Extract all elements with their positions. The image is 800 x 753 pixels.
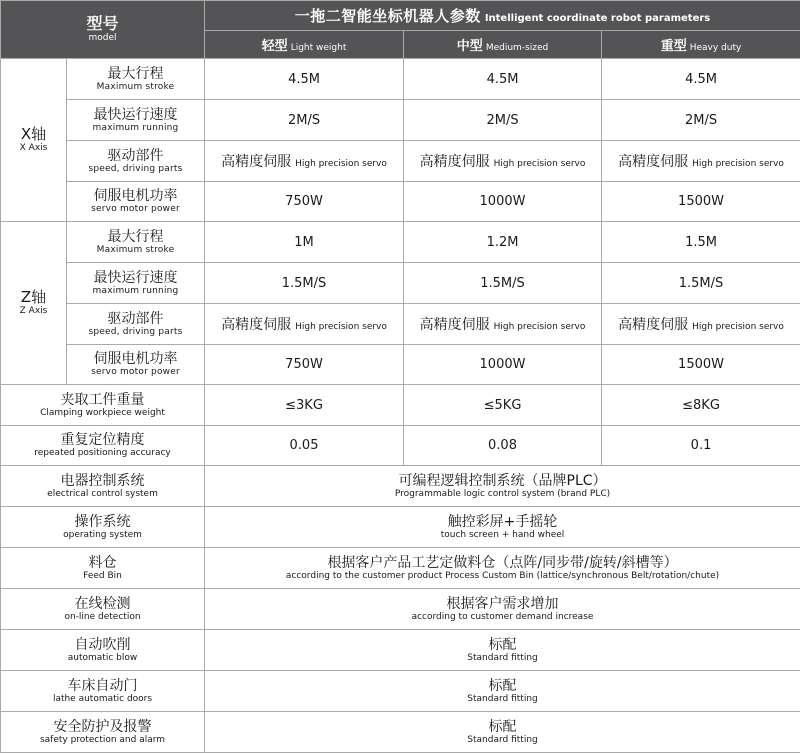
row-label: 车床自动门 lathe automatic doors — [1, 671, 205, 712]
table-title-en: Intelligent coordinate robot parameters — [485, 13, 710, 24]
row-label: 最快运行速度 maximum running — [67, 100, 205, 141]
cell-value: 1000W — [404, 182, 602, 222]
row-label: 操作系统 operating system — [1, 507, 205, 548]
cell-value: 2M/S — [602, 100, 800, 141]
row-label: 伺服电机功率 servo motor power — [67, 182, 205, 222]
model-header-en: model — [1, 33, 204, 44]
cell-value: 0.1 — [602, 426, 800, 466]
cell-value: 1500W — [602, 182, 800, 222]
table-row — [1, 548, 800, 589]
table-row — [1, 100, 800, 141]
cell-value: 2M/S — [404, 100, 602, 141]
cell-value: 4.5M — [205, 59, 404, 100]
cell-value: 750W — [205, 182, 404, 222]
cell-value: 4.5M — [602, 59, 800, 100]
table-row — [1, 385, 800, 426]
row-label: 驱动部件 speed, driving parts — [67, 141, 205, 182]
cell-value: 2M/S — [205, 100, 404, 141]
row-label: 最大行程 Maximum stroke — [67, 59, 205, 100]
row-label: 最快运行速度 maximum running — [67, 263, 205, 304]
table-row — [1, 141, 800, 182]
table-row — [1, 466, 800, 507]
table-row — [1, 630, 800, 671]
cell-value: 高精度伺服 High precision servo — [404, 141, 602, 182]
cell-value: 1.5M/S — [602, 263, 800, 304]
spanning-value: 触控彩屏+手摇轮 touch screen + hand wheel — [205, 507, 800, 548]
table-row — [1, 712, 800, 753]
table-row — [1, 304, 800, 345]
cell-value: 4.5M — [404, 59, 602, 100]
row-label: 自动吹削 automatic blow — [1, 630, 205, 671]
cell-value: 750W — [205, 345, 404, 385]
table-row — [1, 59, 800, 100]
row-label: 料仓 Feed Bin — [1, 548, 205, 589]
spanning-value: 根据客户产品工艺定做料仓（点阵/同步带/旋转/斜槽等） according to the customer product Process Custom Bin (lattice/synchronous Belt/rotation/chute) — [205, 548, 800, 589]
cell-value: 1.2M — [404, 222, 602, 263]
table-row — [1, 345, 800, 385]
cell-value: 高精度伺服 High precision servo — [205, 304, 404, 345]
variant-medium: 中型 Medium-sized — [404, 31, 602, 59]
cell-value: 1500W — [602, 345, 800, 385]
row-label: 伺服电机功率 servo motor power — [67, 345, 205, 385]
cell-value: 高精度伺服 High precision servo — [602, 141, 800, 182]
cell-value: 0.05 — [205, 426, 404, 466]
row-label: 电器控制系统 electrical control system — [1, 466, 205, 507]
row-label: 夹取工件重量 Clamping workpiece weight — [1, 385, 205, 426]
x-axis-label: X轴 X Axis — [1, 59, 67, 222]
variant-heavy: 重型 Heavy duty — [602, 31, 800, 59]
z-axis-label: Z轴 Z Axis — [1, 222, 67, 385]
table-row — [1, 263, 800, 304]
table-row — [1, 507, 800, 548]
table-row — [1, 589, 800, 630]
cell-value: 高精度伺服 High precision servo — [602, 304, 800, 345]
cell-value: 1M — [205, 222, 404, 263]
spanning-value: 标配 Standard fitting — [205, 712, 800, 753]
row-label: 最大行程 Maximum stroke — [67, 222, 205, 263]
variant-light: 轻型 Light weight — [205, 31, 404, 59]
row-label: 在线检测 on-line detection — [1, 589, 205, 630]
cell-value: 1000W — [404, 345, 602, 385]
model-header — [1, 1, 205, 59]
cell-value: ≤5KG — [404, 385, 602, 426]
table-row — [1, 182, 800, 222]
cell-value: 高精度伺服 High precision servo — [205, 141, 404, 182]
row-label: 重复定位精度 repeated positioning accuracy — [1, 426, 205, 466]
model-header-zh: 型号 — [1, 15, 204, 33]
spanning-value: 标配 Standard fitting — [205, 671, 800, 712]
table-title-zh: 一拖二智能坐标机器人参数 — [295, 7, 481, 25]
cell-value: 1.5M/S — [205, 263, 404, 304]
cell-value: ≤8KG — [602, 385, 800, 426]
spanning-value: 标配 Standard fitting — [205, 630, 800, 671]
cell-value: 1.5M/S — [404, 263, 602, 304]
row-label: 安全防护及报警 safety protection and alarm — [1, 712, 205, 753]
row-label: 驱动部件 speed, driving parts — [67, 304, 205, 345]
cell-value: 1.5M — [602, 222, 800, 263]
cell-value: 高精度伺服 High precision servo — [404, 304, 602, 345]
cell-value: 0.08 — [404, 426, 602, 466]
spanning-value: 可编程逻辑控制系统（品牌PLC） Programmable logic control system (brand PLC) — [205, 466, 800, 507]
spanning-value: 根据客户需求增加 according to customer demand increase — [205, 589, 800, 630]
table-title — [205, 1, 800, 31]
table-row — [1, 426, 800, 466]
cell-value: ≤3KG — [205, 385, 404, 426]
table-row — [1, 222, 800, 263]
table-row — [1, 671, 800, 712]
